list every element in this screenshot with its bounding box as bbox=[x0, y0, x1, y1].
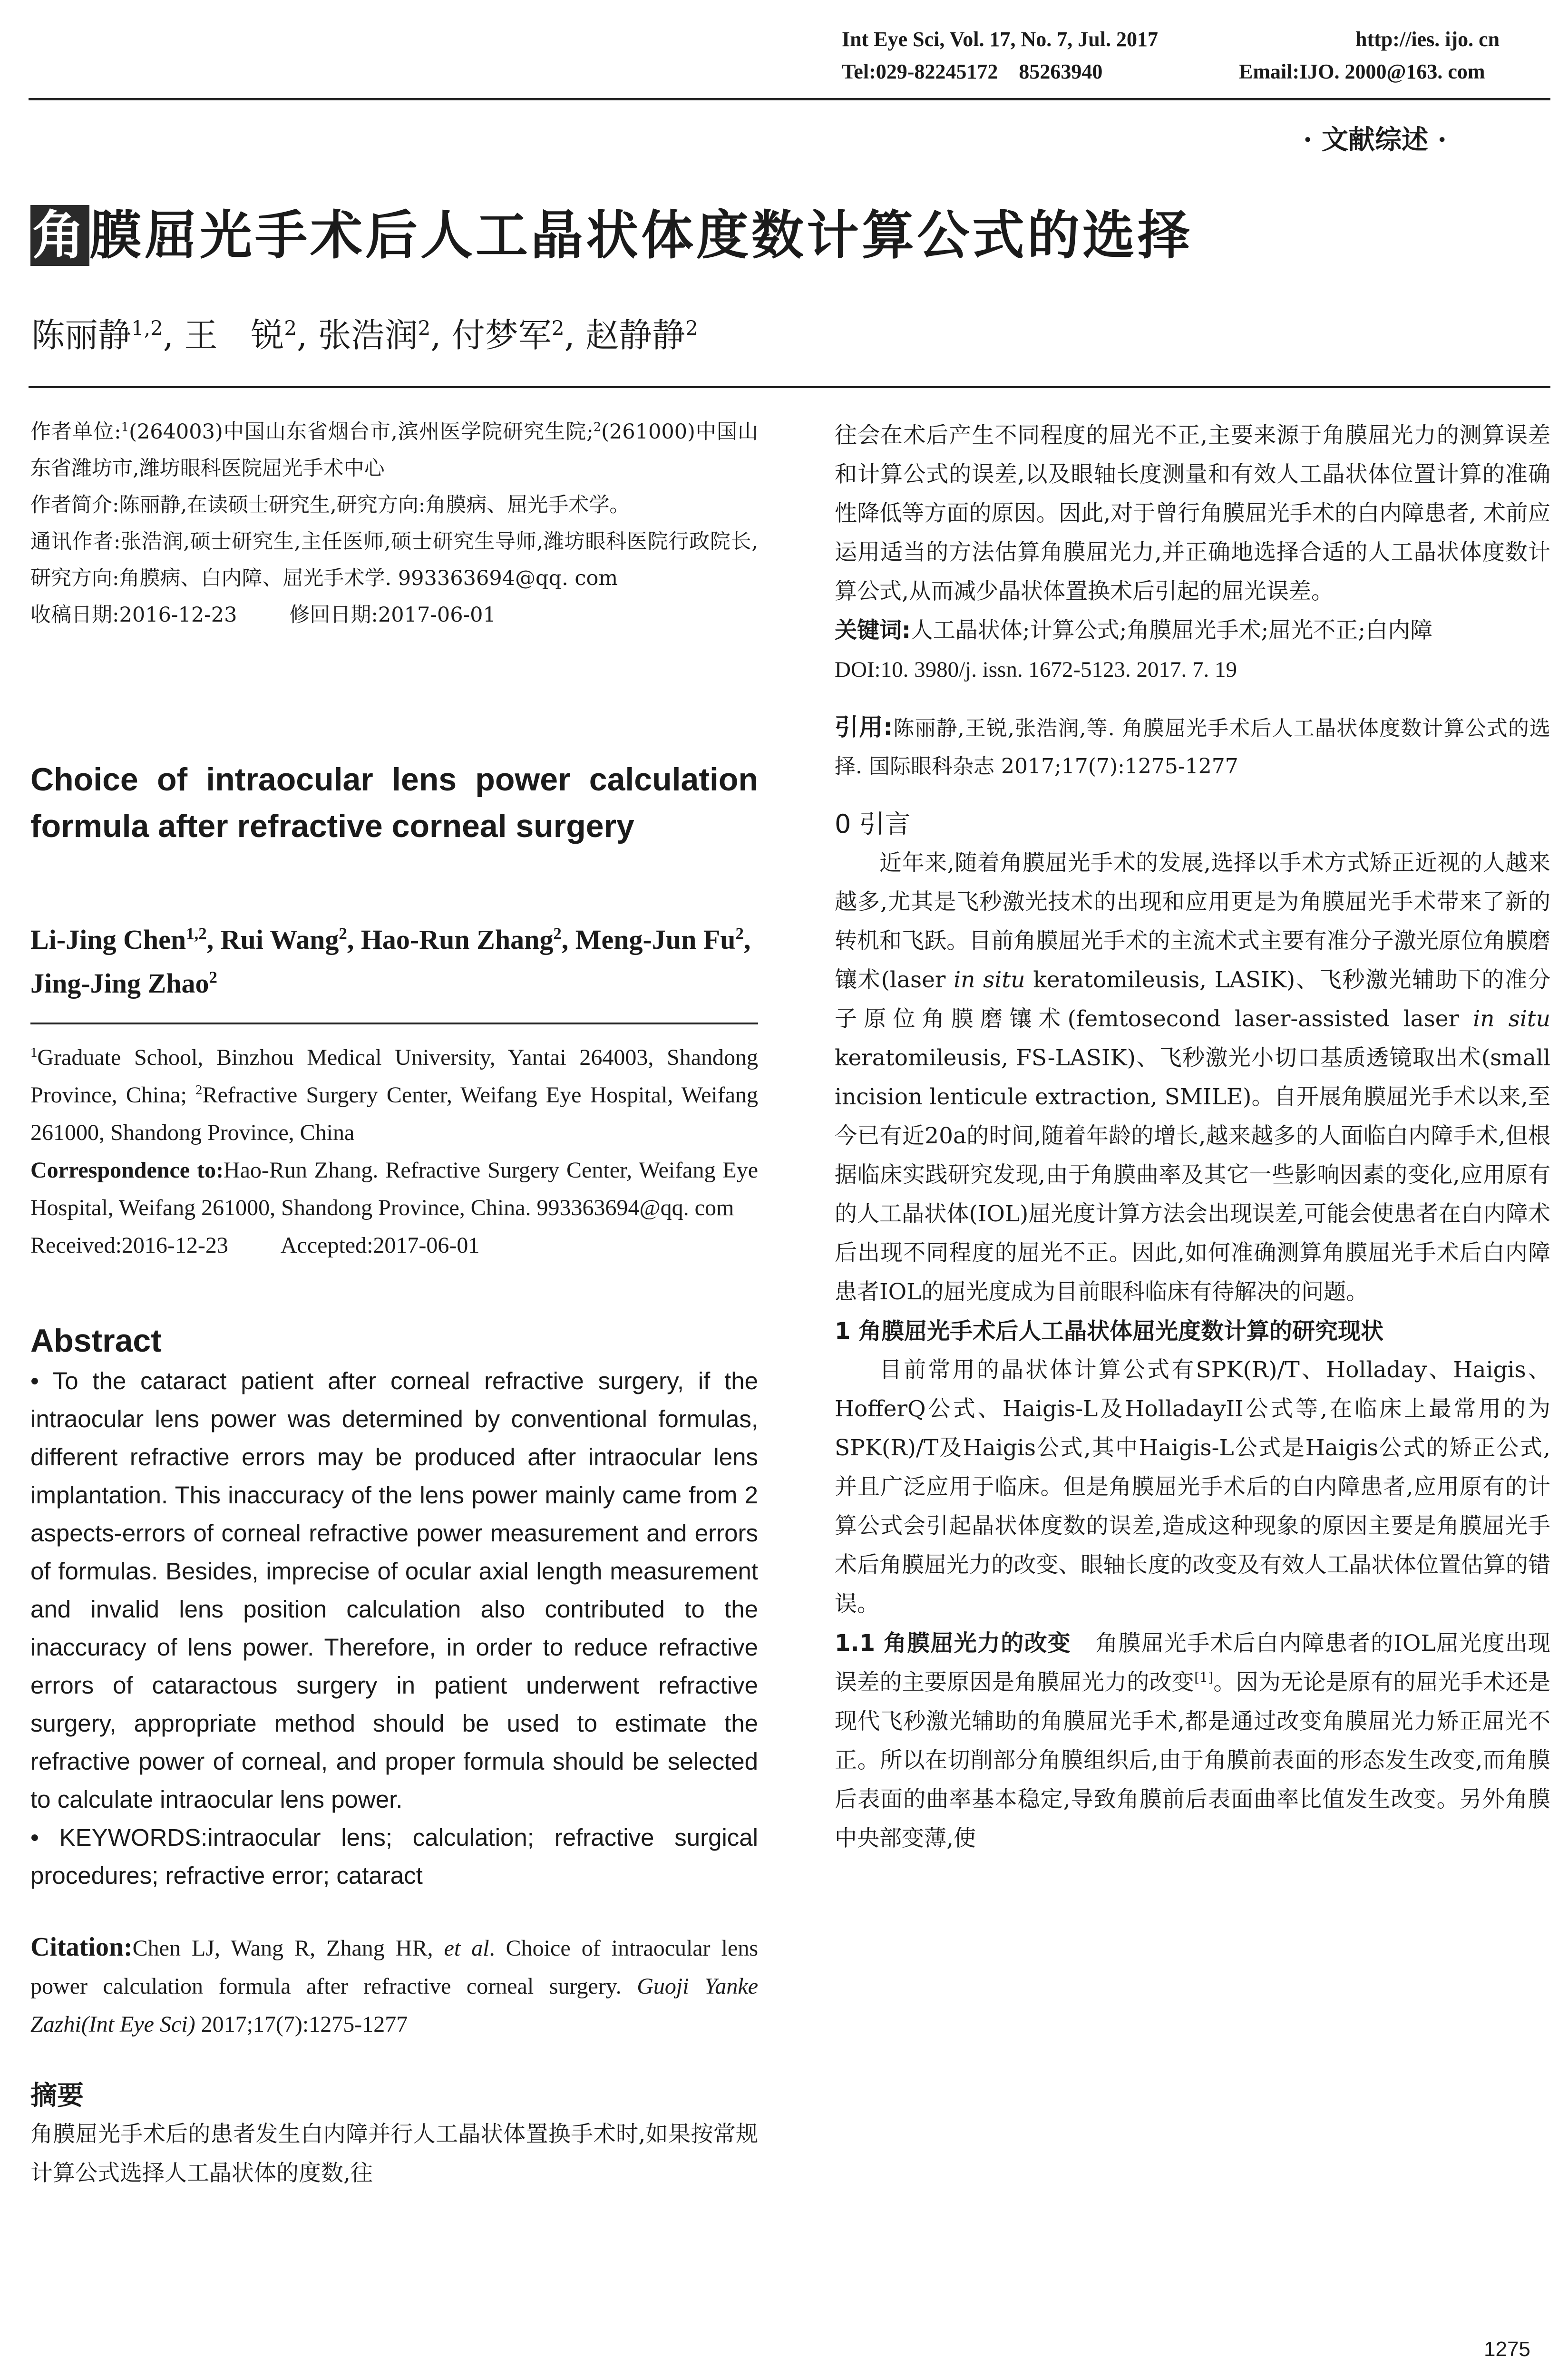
article-title bbox=[30, 200, 1193, 271]
en-title: Choice of intraocular lens power calculation formula after refractive corneal surgery bbox=[30, 761, 758, 844]
left-column bbox=[30, 414, 758, 2193]
section-type: · 文献综述 · bbox=[1303, 124, 1447, 156]
author-en: Meng-Jun Fu$^2$ bbox=[575, 924, 744, 955]
header-rule bbox=[29, 98, 1550, 100]
header-journal-line bbox=[842, 25, 1158, 54]
header-contact-line bbox=[842, 57, 1102, 87]
author-cn: 王 锐$^2$ bbox=[184, 316, 297, 355]
author-en: Li-Jing Chen$^{1,2}$ bbox=[30, 924, 207, 955]
authors-cn: 陈丽静$^{1,2}$, 王 锐$^2$, 张浩润$^2$, 付梦军$^2$, 赵静静$^2$ bbox=[31, 316, 698, 355]
cn-abstract-heading: 摘要 bbox=[30, 2080, 84, 2111]
cn-keywords: 关键词:人工晶状体;计算公式;角膜屈光手术;屈光不正;白内障 bbox=[835, 617, 1433, 643]
header-url-line bbox=[1355, 25, 1500, 54]
author-intro-cn: 作者简介:陈丽静,在读硕士研究生,研究方向:角膜病、屈光手术学。 bbox=[30, 493, 630, 517]
header-email[interactable]: IJO. 2000@163. com bbox=[1299, 60, 1485, 83]
section-1-1-heading: 1.1 角膜屈光力的改变 bbox=[835, 1630, 1071, 1656]
doi[interactable]: DOI:10. 3980/j. issn. 1672-5123. 2017. 7. 19 bbox=[835, 657, 1237, 682]
author-cn: 陈丽静$^{1,2}$ bbox=[31, 316, 163, 355]
author-en: Rui Wang$^2$ bbox=[220, 924, 347, 955]
page-number: 1275 bbox=[1484, 2338, 1530, 2361]
correspondence-cn: 通讯作者:张浩润,硕士研究生,主任医师,硕士研究生导师,潍坊眼科医院行政院长,研究方向:角膜病、白内障、屈光手术学. 993363694@qq. com bbox=[30, 530, 758, 590]
header-email-line bbox=[1239, 57, 1485, 87]
section-1-1-paragraph: 1.1 角膜屈光力的改变 角膜屈光手术后白内障患者的IOL屈光度出现误差的主要原因是角膜屈光力的改变[1]。因为无论是原有的屈光手术还是现代飞秒激光辅助的角膜屈光手术,都是通过改变角膜屈光力矫正屈光不正。所以在切削部分角膜组织后,由于角膜前表面的形态发生改变,而角膜后表面的曲率基本稳定,导致角膜前后表面曲率比值发生改变。另外角膜中央部变薄,使 bbox=[835, 1630, 1551, 1851]
header-url[interactable]: http://ies. ijo. cn bbox=[1355, 28, 1500, 51]
en-correspondence: Correspondence to:Hao-Run Zhang. Refractive Surgery Center, Weifang Eye Hospital, Weifang 261000, Shandong Province, China. 993363694@qq. com bbox=[30, 1158, 758, 1220]
en-dates: Received:2016-12-23 Accepted:2017-06-01 bbox=[30, 1233, 480, 1258]
author-cn: 张浩润$^2$ bbox=[318, 316, 431, 355]
cn-citation: 引用:陈丽静,王锐,张浩润,等. 角膜屈光手术后人工晶状体度数计算公式的选择. 国际眼科杂志 2017;17(7):1275-1277 bbox=[835, 713, 1550, 779]
section-1-heading: 1 角膜屈光手术后人工晶状体屈光度数计算的研究现状 bbox=[835, 1318, 1384, 1344]
dates-cn: 收稿日期:2016-12-23 修回日期:2017-06-01 bbox=[30, 603, 496, 627]
abstract-keywords: • KEYWORDS:intraocular lens; calculation; refractive surgical procedures; refractive error; cataract bbox=[30, 1824, 758, 1889]
cn-abstract-part1: 角膜屈光手术后的患者发生白内障并行人工晶状体置换手术时,如果按常规计算公式选择人工晶状体的度数,往 bbox=[30, 2121, 758, 2186]
header-journal: Int Eye Sci, Vol. 17, No. 7, Jul. 2017 bbox=[842, 28, 1158, 51]
authors-rule bbox=[29, 386, 1550, 388]
section-0-heading: 0 引言 bbox=[835, 809, 911, 839]
author-en: Jing-Jing Zhao$^2$ bbox=[30, 968, 217, 999]
en-affiliations: $^1$Graduate School, Binzhou Medical University, Yantai 264003, Shandong Province, China; $^2$Refractive Surgery Center, Weifang Eye Hospital, Weifang 261000, Shandong Province, China bbox=[30, 1045, 759, 1145]
section-1-paragraph: 目前常用的晶状体计算公式有SPK(R)/T、Holladay、Haigis、HofferQ公式、Haigis-L及HolladayII公式等,在临床上最常用的为SPK(R)/T及Haigis公式,其中Haigis-L公式是Haigis公式的矫正公式,并且广泛应用于临床。但是角膜屈光手术后的白内障患者,应用原有的计算公式会引起晶状体度数的误差,造成这种现象的原因主要是角膜屈光手术后角膜屈光力的改变、眼轴长度的改变及有效人工晶状体位置估算的错误。 bbox=[835, 1357, 1550, 1617]
en-meta-rule bbox=[30, 1023, 758, 1024]
en-authors: Li-Jing Chen$^{1,2}$, Rui Wang$^2$, Hao-Run Zhang$^2$, Meng-Jun Fu$^2$, Jing-Jing Zhao$^2$ bbox=[30, 924, 751, 999]
author-cn: 赵静静$^2$ bbox=[585, 316, 698, 355]
running-header bbox=[842, 25, 1550, 91]
author-cn: 付梦军$^2$ bbox=[451, 316, 565, 355]
header-email-label: Email: bbox=[1239, 60, 1300, 83]
header-tel-label: Tel: bbox=[842, 60, 876, 83]
abstract-heading: Abstract bbox=[30, 1323, 162, 1359]
author-en: Hao-Run Zhang$^2$ bbox=[360, 924, 562, 955]
abstract-body: • To the cataract patient after corneal refractive surgery, if the intraocular lens power was determined by conventional formulas, different refractive errors may be produced after intraocular lens implantation. This inaccuracy of the lens power mainly came from 2 aspects-errors of corneal refractive power measurement and errors of formulas. Besides, imprecise of ocular axial length measurement and invalid lens position calculation also contributed to the inaccuracy of lens power. Therefore, in order to reduce refractive errors of cataractous surgery in patient underwent refractive surgery, appropriate method should be used to estimate the refractive power of corneal, and proper formula should be selected to calculate intraocular lens power. bbox=[30, 1367, 758, 1813]
right-column bbox=[835, 416, 1550, 1858]
citation-ref[interactable]: [1] bbox=[1194, 1669, 1214, 1685]
cn-meta-block bbox=[30, 414, 758, 742]
title-rest: 膜屈光手术后人工晶状体度数计算公式的选择 bbox=[89, 205, 1193, 266]
en-citation: Citation:Chen LJ, Wang R, Zhang HR, et al. Choice of intraocular lens power calculation formula after refractive corneal surgery. Guoji Yanke Zazhi(Int Eye Sci) 2017;17(7):1275-1277 bbox=[30, 1932, 759, 2037]
en-meta-block bbox=[30, 1039, 758, 1305]
section-0-paragraph: 近年来,随着角膜屈光手术的发展,选择以手术方式矫正近视的人越来越多,尤其是飞秒激光技术的出现和应用更是为角膜屈光手术带来了新的转机和飞跃。目前角膜屈光手术的主流术式主要有准分子激光原位角膜磨镶术(laser in situ keratomileusis, LASIK)、飞秒激光辅助下的准分子原位角膜磨镶术(femtosecond laser-assisted laser in situ keratomileusis, FS-LASIK)、飞秒激光小切口基质透镜取出术(small incision lenticule extraction, SMILE)。自开展角膜屈光手术以来,至今已有近20a的时间,随着年龄的增长,越来越多的人面临白内障手术,但根据临床实践研究发现,由于角膜曲率及其它一些影响因素的变化,应用原有的人工晶状体(IOL)屈光度计算方法会出现误差,可能会使患者在白内障术后出现不同程度的屈光不正。因此,如何准确测算角膜屈光手术后白内障患者IOL的屈光度成为目前眼科临床有待解决的问题。 bbox=[835, 850, 1551, 1305]
title-drop-char: 角 bbox=[30, 205, 89, 266]
cn-abstract-part2: 往会在术后产生不同程度的屈光不正,主要来源于角膜屈光力的测算误差和计算公式的误差,以及眼轴长度测量和有效人工晶状体位置计算的准确性降低等方面的原因。因此,对于曾行角膜屈光手术的白内障患者, 术前应运用适当的方法估算角膜屈光力,并正确地选择合适的人工晶状体度数计算公式,从而减少晶状体置换术后引起的屈光误差。 bbox=[835, 422, 1550, 604]
header-tel: 029-82245172 85263940 bbox=[876, 60, 1103, 83]
affiliation-cn: 作者单位:$^1$(264003)中国山东省烟台市,滨州医学院研究生院;$^2$(261000)中国山东省潍坊市,潍坊眼科医院屈光手术中心 bbox=[30, 420, 758, 480]
